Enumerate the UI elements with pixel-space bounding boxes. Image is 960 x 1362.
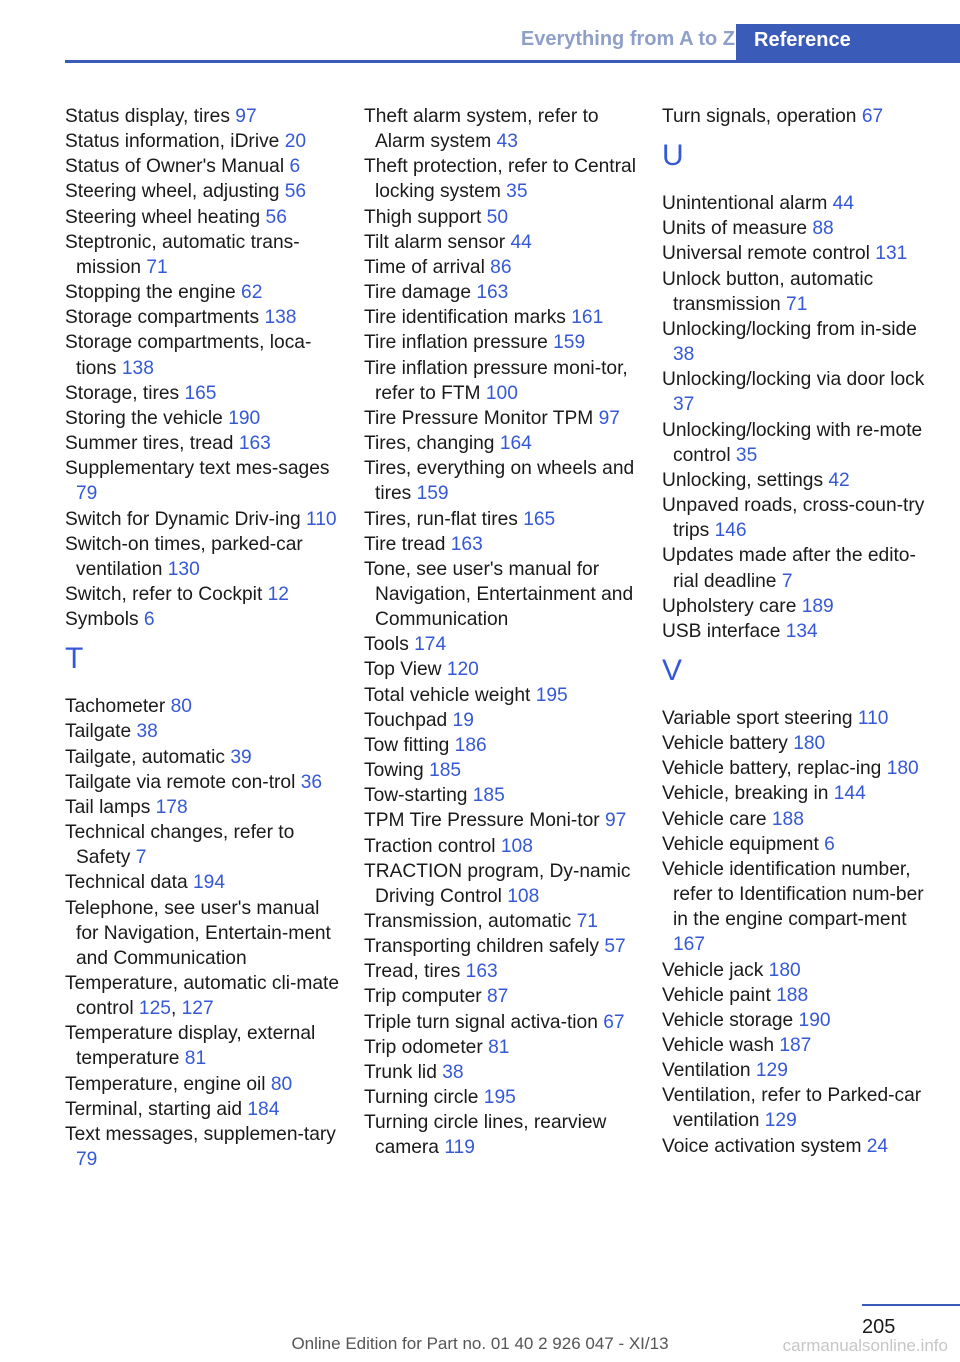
index-entry	[364, 859, 639, 909]
index-entry	[65, 770, 340, 795]
page-reference-link[interactable]: 36	[300, 771, 323, 793]
index-entry	[662, 594, 937, 619]
page-reference-link[interactable]: 188	[776, 984, 809, 1006]
page-reference-link[interactable]: 146	[714, 520, 747, 542]
index-entry-text: Triple turn signal activa-tion	[364, 1011, 604, 1033]
index-entry-text: Storage compartments, loca-tions	[65, 332, 312, 379]
index-entry	[662, 493, 937, 543]
index-entry-text: Units of measure	[662, 218, 813, 240]
index-entry-text: Steering wheel heating	[65, 206, 266, 228]
page-reference-link[interactable]: 119	[444, 1137, 475, 1159]
index-entry-text: Switch, refer to Cockpit	[65, 583, 268, 605]
page-reference-link[interactable]: 24	[866, 1135, 889, 1157]
index-entry-text: Supplementary text mes-sages	[65, 458, 330, 480]
index-entry-text: Top View	[364, 659, 447, 681]
index-entry	[662, 191, 937, 216]
index-entry-text: Temperature, engine oil	[65, 1073, 271, 1095]
page-reference-link[interactable]: 38	[442, 1061, 464, 1083]
index-entry-text: Vehicle care	[662, 808, 772, 830]
index-entry	[662, 241, 937, 266]
index-entry	[364, 456, 639, 506]
page-reference-link[interactable]: 56	[265, 206, 287, 228]
page-reference-link[interactable]: 62	[241, 282, 263, 304]
index-entry	[65, 280, 340, 305]
index-entry-text: Tire damage	[364, 282, 477, 304]
index-entry-text: Ventilation	[662, 1060, 756, 1082]
page-reference-link[interactable]: 6	[824, 833, 835, 855]
index-entry-text: Tires, changing	[364, 433, 500, 455]
page-reference-link[interactable]: 174	[414, 634, 447, 656]
index-entry	[65, 582, 340, 607]
index-entry-text: Vehicle battery	[662, 733, 794, 755]
page-reference-link[interactable]: 79	[76, 483, 98, 505]
index-entry	[65, 1021, 340, 1071]
index-entry-text: Stopping the engine	[65, 282, 242, 304]
index-entry	[364, 1060, 639, 1085]
page-reference-link[interactable]: 184	[247, 1098, 280, 1120]
page-reference-link[interactable]: 188	[771, 808, 804, 830]
index-entry-text: Turn signals, operation	[662, 106, 862, 127]
index-entry-text: Tires, run-flat tires	[364, 508, 524, 530]
index-entry-text: Variable sport steering	[662, 707, 858, 729]
index-entry-text: Temperature, automatic cli-mate control	[65, 973, 340, 1020]
page-reference-link[interactable]: 144	[833, 783, 866, 805]
index-entry	[65, 205, 340, 230]
index-entry	[364, 1085, 639, 1110]
index-entry-text: Unlocking, settings	[662, 469, 829, 491]
index-entry-text: Tire tread	[364, 533, 451, 555]
index-entry-text: Traction control	[364, 835, 501, 857]
page-reference-link[interactable]: 185	[429, 760, 462, 782]
page-reference-link[interactable]: 159	[553, 332, 586, 354]
index-entry	[662, 418, 937, 468]
header-rule	[65, 60, 960, 63]
index-entry-text: Terminal, starting aid	[65, 1098, 248, 1120]
index-entry-text: Tailgate, automatic	[65, 746, 231, 768]
page-reference-link[interactable]: 81	[488, 1036, 510, 1058]
index-entry-text: Vehicle battery, replac-ing	[662, 758, 887, 780]
page-reference-link[interactable]: 7	[135, 847, 147, 869]
index-entry	[662, 468, 937, 493]
page-reference-link[interactable]: 6	[143, 609, 155, 631]
index-entry-text: Universal remote control	[662, 243, 876, 265]
page-reference-link[interactable]: 7	[781, 570, 793, 592]
index-entry	[65, 129, 340, 154]
page-reference-link[interactable]: 71	[576, 911, 598, 932]
index-letter-heading: V	[662, 653, 683, 687]
index-entry	[364, 330, 639, 355]
index-entry-text: Transporting children safely	[364, 936, 605, 958]
index-entry	[364, 406, 639, 431]
page-reference-link[interactable]: 125	[138, 998, 171, 1020]
index-entry-text: TPM Tire Pressure Moni-tor	[364, 810, 605, 832]
index-entry-text: Vehicle paint	[662, 984, 777, 1006]
index-entry-text: Vehicle storage	[662, 1009, 799, 1031]
page-reference-link[interactable]: 134	[785, 620, 818, 642]
index-entry	[662, 543, 937, 593]
index-entry	[364, 532, 639, 557]
index-entry-text: Symbols	[65, 609, 144, 631]
index-entry	[65, 719, 340, 744]
index-entry-text: Status information, iDrive	[65, 131, 285, 153]
page-reference-link[interactable]: 42	[828, 469, 850, 491]
index-entry-text: Tow fitting	[364, 734, 455, 756]
index-entry	[65, 507, 340, 532]
index-entry	[65, 330, 340, 380]
index-entry	[65, 694, 340, 719]
index-entry	[662, 1008, 937, 1033]
page-reference-link[interactable]: 189	[801, 595, 834, 617]
index-entry-text: Transmission, automatic	[364, 911, 577, 932]
page-reference-link[interactable]: 187	[779, 1035, 812, 1056]
index-entry-text: Tire Pressure Monitor TPM	[364, 407, 599, 429]
index-entry-text: Tail lamps	[65, 796, 156, 818]
index-entry	[364, 934, 639, 959]
index-entry	[662, 216, 937, 241]
page-number: 205	[862, 1316, 896, 1338]
index-entry-text: Voice activation system	[662, 1135, 867, 1157]
page-number-rule	[862, 1304, 960, 1306]
index-entry-text: Theft alarm system, refer to Alarm system	[364, 106, 599, 153]
page-reference-link[interactable]: 138	[121, 357, 154, 379]
index-entry	[364, 305, 639, 330]
index-entry	[662, 807, 937, 832]
index-entry	[364, 154, 639, 204]
index-entry-text: Text messages, supplemen-tary	[65, 1123, 336, 1145]
page-reference-separator: ,	[170, 998, 182, 1020]
page-reference-link[interactable]: 190	[228, 407, 261, 429]
index-entry-text: Telephone, see user's manual for Navigation, Entertain-ment and Communication	[65, 897, 331, 969]
index-entry	[364, 1110, 639, 1160]
index-entry-text: Unpaved roads, cross-coun-try trips	[662, 495, 925, 542]
index-entry	[364, 205, 639, 230]
page-reference-link[interactable]: 44	[832, 193, 854, 215]
index-entry-text: Turning circle	[364, 1087, 484, 1109]
index-entry	[364, 104, 639, 154]
index-entry-text: Unlocking/locking with re-mote control	[662, 419, 923, 466]
index-entry-text: Vehicle jack	[662, 959, 769, 981]
page-reference-link[interactable]: 108	[500, 835, 533, 857]
index-entry-text: Steptronic, automatic trans-mission	[65, 231, 300, 278]
index-entry	[65, 154, 340, 179]
index-entry	[662, 958, 937, 983]
index-entry	[662, 706, 937, 731]
index-entry	[65, 179, 340, 204]
page-reference-link[interactable]: 110	[305, 508, 337, 530]
page-reference-link[interactable]: 163	[450, 533, 483, 555]
page-reference-link[interactable]: 163	[476, 282, 509, 304]
page-reference-link[interactable]: 195	[483, 1087, 516, 1109]
index-entry-text: Tools	[364, 634, 415, 656]
index-entry-text: Steering wheel, adjusting	[65, 181, 285, 203]
index-entry-text: Vehicle identification number, refer to Identification num-ber in the engine compart-ment	[662, 858, 924, 931]
index-entry-text: Trip computer	[364, 986, 487, 1008]
page-reference-link[interactable]: 12	[267, 583, 289, 605]
page-reference-link[interactable]: 19	[452, 709, 474, 731]
index-entry	[364, 255, 639, 280]
index-entry	[662, 781, 937, 806]
page-reference-link[interactable]: 185	[472, 785, 505, 807]
page-reference-link[interactable]: 97	[235, 106, 257, 127]
index-entry	[364, 657, 639, 682]
page-reference-link[interactable]: 97	[598, 407, 620, 429]
page-reference-link[interactable]: 71	[146, 256, 168, 278]
index-entry-text: Switch for Dynamic Driv-ing	[65, 508, 306, 530]
index-entry-text: Vehicle wash	[662, 1035, 780, 1056]
index-entry	[65, 104, 340, 129]
index-letter-heading: U	[662, 139, 684, 173]
page-reference-link[interactable]: 67	[861, 106, 884, 127]
index-entry	[662, 756, 937, 781]
index-entry	[65, 795, 340, 820]
index-entry-text: Unlock button, automatic transmission	[662, 268, 874, 315]
index-entry	[364, 280, 639, 305]
page-reference-link[interactable]: 178	[155, 796, 188, 818]
index-entry	[364, 431, 639, 456]
index-entry-text: Status of Owner's Manual	[65, 156, 290, 178]
index-entry-text: Vehicle equipment	[662, 833, 825, 855]
index-entry-text: Thigh support	[364, 206, 487, 228]
page-reference-link[interactable]: 56	[284, 181, 307, 203]
index-entry	[364, 557, 639, 632]
index-entry-text: Tilt alarm sensor	[364, 231, 511, 253]
index-entry	[364, 834, 639, 859]
index-entry	[65, 820, 340, 870]
index-entry	[364, 708, 639, 733]
index-entry-text: Trunk lid	[364, 1061, 443, 1083]
page-reference-link[interactable]: 39	[230, 746, 252, 768]
index-entry-text: Tow-starting	[364, 785, 473, 807]
index-entry	[65, 1072, 340, 1097]
index-entry	[662, 857, 937, 958]
index-entry-text: Tachometer	[65, 696, 171, 718]
index-entry	[364, 507, 639, 532]
index-entry	[364, 758, 639, 783]
page-reference-link[interactable]: 80	[270, 1073, 293, 1095]
index-entry-text: Technical changes, refer to Safety	[65, 822, 295, 869]
page-reference-link[interactable]: 81	[184, 1048, 207, 1070]
page-reference-link[interactable]: 161	[571, 307, 604, 329]
page-reference-link[interactable]: 129	[764, 1110, 797, 1132]
page-reference-link[interactable]: 159	[416, 483, 449, 505]
page-reference-link[interactable]: 67	[603, 1011, 625, 1033]
watermark: carmanualsonline.info	[782, 1336, 948, 1355]
page-reference-link[interactable]: 163	[238, 433, 271, 455]
page-reference-link[interactable]: 129	[755, 1060, 788, 1082]
page-reference-link[interactable]: 97	[604, 810, 627, 832]
header-section-title: Everything from A to Z	[520, 28, 735, 50]
page-reference-link[interactable]: 43	[496, 131, 518, 153]
page-reference-link[interactable]: 127	[181, 998, 214, 1020]
page-reference-link[interactable]: 108	[507, 885, 540, 907]
page-reference-link[interactable]: 37	[673, 394, 695, 416]
index-entry	[364, 783, 639, 808]
index-entry-text: Technical data	[65, 872, 193, 894]
page-reference-link[interactable]: 50	[486, 206, 509, 228]
index-entry	[662, 731, 937, 756]
page-reference-link[interactable]: 6	[289, 156, 301, 178]
index-column-3	[662, 104, 937, 1159]
header-tab-reference: Reference	[736, 24, 960, 62]
index-entry	[364, 632, 639, 657]
index-entry	[662, 317, 937, 367]
index-entry-text: Updates made after the edito-rial deadline	[662, 545, 916, 592]
index-entry	[364, 683, 639, 708]
page-reference-link[interactable]: 79	[76, 1149, 98, 1171]
index-entry-text: Tire inflation pressure	[364, 332, 554, 354]
index-entry-text: Tailgate via remote con-trol	[65, 771, 301, 793]
page-reference-link[interactable]: 20	[284, 131, 307, 153]
index-entry-text: Time of arrival	[364, 256, 491, 278]
index-entry-text: Towing	[364, 760, 430, 782]
index-letter-heading: T	[65, 642, 84, 676]
page-reference-link[interactable]: 163	[465, 961, 498, 983]
index-entry	[65, 745, 340, 770]
index-entry	[65, 431, 340, 456]
page-reference-link[interactable]: 71	[786, 293, 808, 315]
index-entry	[65, 532, 340, 582]
page-reference-link[interactable]: 100	[485, 382, 518, 404]
page-reference-link[interactable]: 120	[446, 659, 479, 681]
page-reference-link[interactable]: 130	[167, 558, 200, 580]
index-entry	[65, 870, 340, 895]
page-reference-link[interactable]: 131	[875, 243, 908, 265]
index-entry	[65, 896, 340, 971]
index-entry-text: Tire inflation pressure moni-tor, refer to FTM	[364, 357, 628, 404]
page-reference-link[interactable]: 138	[264, 307, 297, 329]
index-entry	[65, 456, 340, 506]
index-entry	[364, 909, 639, 934]
page-reference-link[interactable]: 167	[673, 934, 706, 956]
index-entry-text: TRACTION program, Dy-namic Driving Control	[364, 860, 631, 907]
index-entry-text: Vehicle, breaking in	[662, 783, 834, 805]
page-reference-link[interactable]: 35	[735, 444, 758, 466]
index-entry	[662, 832, 937, 857]
index-entry	[65, 1097, 340, 1122]
index-entry-text: Tire identification marks	[364, 307, 572, 329]
page-reference-link[interactable]: 164	[499, 433, 532, 455]
index-entry	[364, 356, 639, 406]
index-entry-text: Touchpad	[364, 709, 453, 731]
index-entry-text: Storing the vehicle	[65, 407, 229, 429]
index-entry-text: USB interface	[662, 620, 786, 642]
page-reference-link[interactable]: 165	[523, 508, 556, 530]
page-reference-link[interactable]: 88	[812, 218, 834, 240]
index-entry	[65, 230, 340, 280]
index-entry	[662, 1033, 937, 1058]
page-reference-link[interactable]: 180	[886, 758, 919, 780]
index-column-1	[65, 104, 340, 1172]
index-entry	[662, 983, 937, 1008]
index-entry-text: Theft protection, refer to Central locking system	[364, 156, 636, 203]
index-entry	[65, 607, 340, 632]
index-entry-text: Upholstery care	[662, 595, 802, 617]
index-entry	[364, 1010, 639, 1035]
index-entry-text: Total vehicle weight	[364, 684, 536, 706]
index-entry-text: Status display, tires	[65, 106, 236, 127]
index-entry-text: Unintentional alarm	[662, 193, 833, 215]
index-entry	[662, 1083, 937, 1133]
page-reference-link[interactable]: 87	[486, 986, 509, 1008]
page-reference-link[interactable]: 44	[510, 231, 532, 253]
index-entry	[364, 230, 639, 255]
page-reference-link[interactable]: 180	[768, 959, 801, 981]
page-reference-link[interactable]: 38	[673, 344, 695, 366]
index-entry	[65, 381, 340, 406]
index-entry	[662, 367, 937, 417]
index-entry	[65, 971, 340, 1021]
index-entry	[65, 305, 340, 330]
index-entry-text: Tires, everything on wheels and tires	[364, 458, 635, 505]
page-reference-link[interactable]: 80	[170, 696, 192, 718]
index-entry-text: Turning circle lines, rearview camera	[364, 1112, 607, 1159]
page-reference-link[interactable]: 186	[454, 734, 487, 756]
page-reference-link[interactable]: 35	[506, 181, 528, 203]
page-reference-link[interactable]: 194	[193, 872, 226, 894]
index-entry-text: Unlocking/locking from in-side	[662, 318, 917, 340]
index-entry	[364, 1035, 639, 1060]
index-entry	[662, 619, 937, 644]
index-entry-text: Ventilation, refer to Parked-car ventilation	[662, 1085, 922, 1132]
index-entry-text: Switch-on times, parked-car ventilation	[65, 533, 303, 580]
index-entry	[662, 1134, 937, 1159]
page-reference-link[interactable]: 165	[184, 382, 217, 404]
index-entry-text: Storage, tires	[65, 382, 185, 404]
index-entry	[662, 104, 937, 129]
index-entry-text: Tread, tires	[364, 961, 466, 983]
index-entry	[364, 808, 639, 833]
page-reference-link[interactable]: 180	[793, 733, 826, 755]
index-entry	[364, 959, 639, 984]
page-reference-link[interactable]: 86	[490, 256, 512, 278]
index-entry-text: Summer tires, tread	[65, 433, 239, 455]
index-entry	[662, 1058, 937, 1083]
index-column-2	[364, 104, 639, 1161]
page-reference-link[interactable]: 38	[136, 721, 158, 743]
index-entry-text: Tailgate	[65, 721, 137, 743]
index-entry	[65, 1122, 340, 1172]
index-entry	[364, 984, 639, 1009]
index-entry-text: Tone, see user's manual for Navigation, Entertainment and Communication	[364, 558, 634, 631]
page-reference-link[interactable]: 190	[798, 1009, 831, 1031]
index-entry	[662, 267, 937, 317]
index-entry-text: Unlocking/locking via door lock	[662, 369, 925, 391]
index-entry-text: Storage compartments	[65, 307, 265, 329]
index-entry	[65, 406, 340, 431]
page-reference-link[interactable]: 110	[857, 707, 889, 729]
index-entry	[364, 733, 639, 758]
index-entry-text: Temperature display, external temperature	[65, 1023, 316, 1070]
footer-edition: Online Edition for Part no. 01 40 2 926 047 - XI/13	[291, 1334, 669, 1353]
page-reference-link[interactable]: 195	[535, 684, 568, 706]
page-reference-link[interactable]: 57	[604, 936, 626, 958]
index-entry-text: Trip odometer	[364, 1036, 489, 1058]
